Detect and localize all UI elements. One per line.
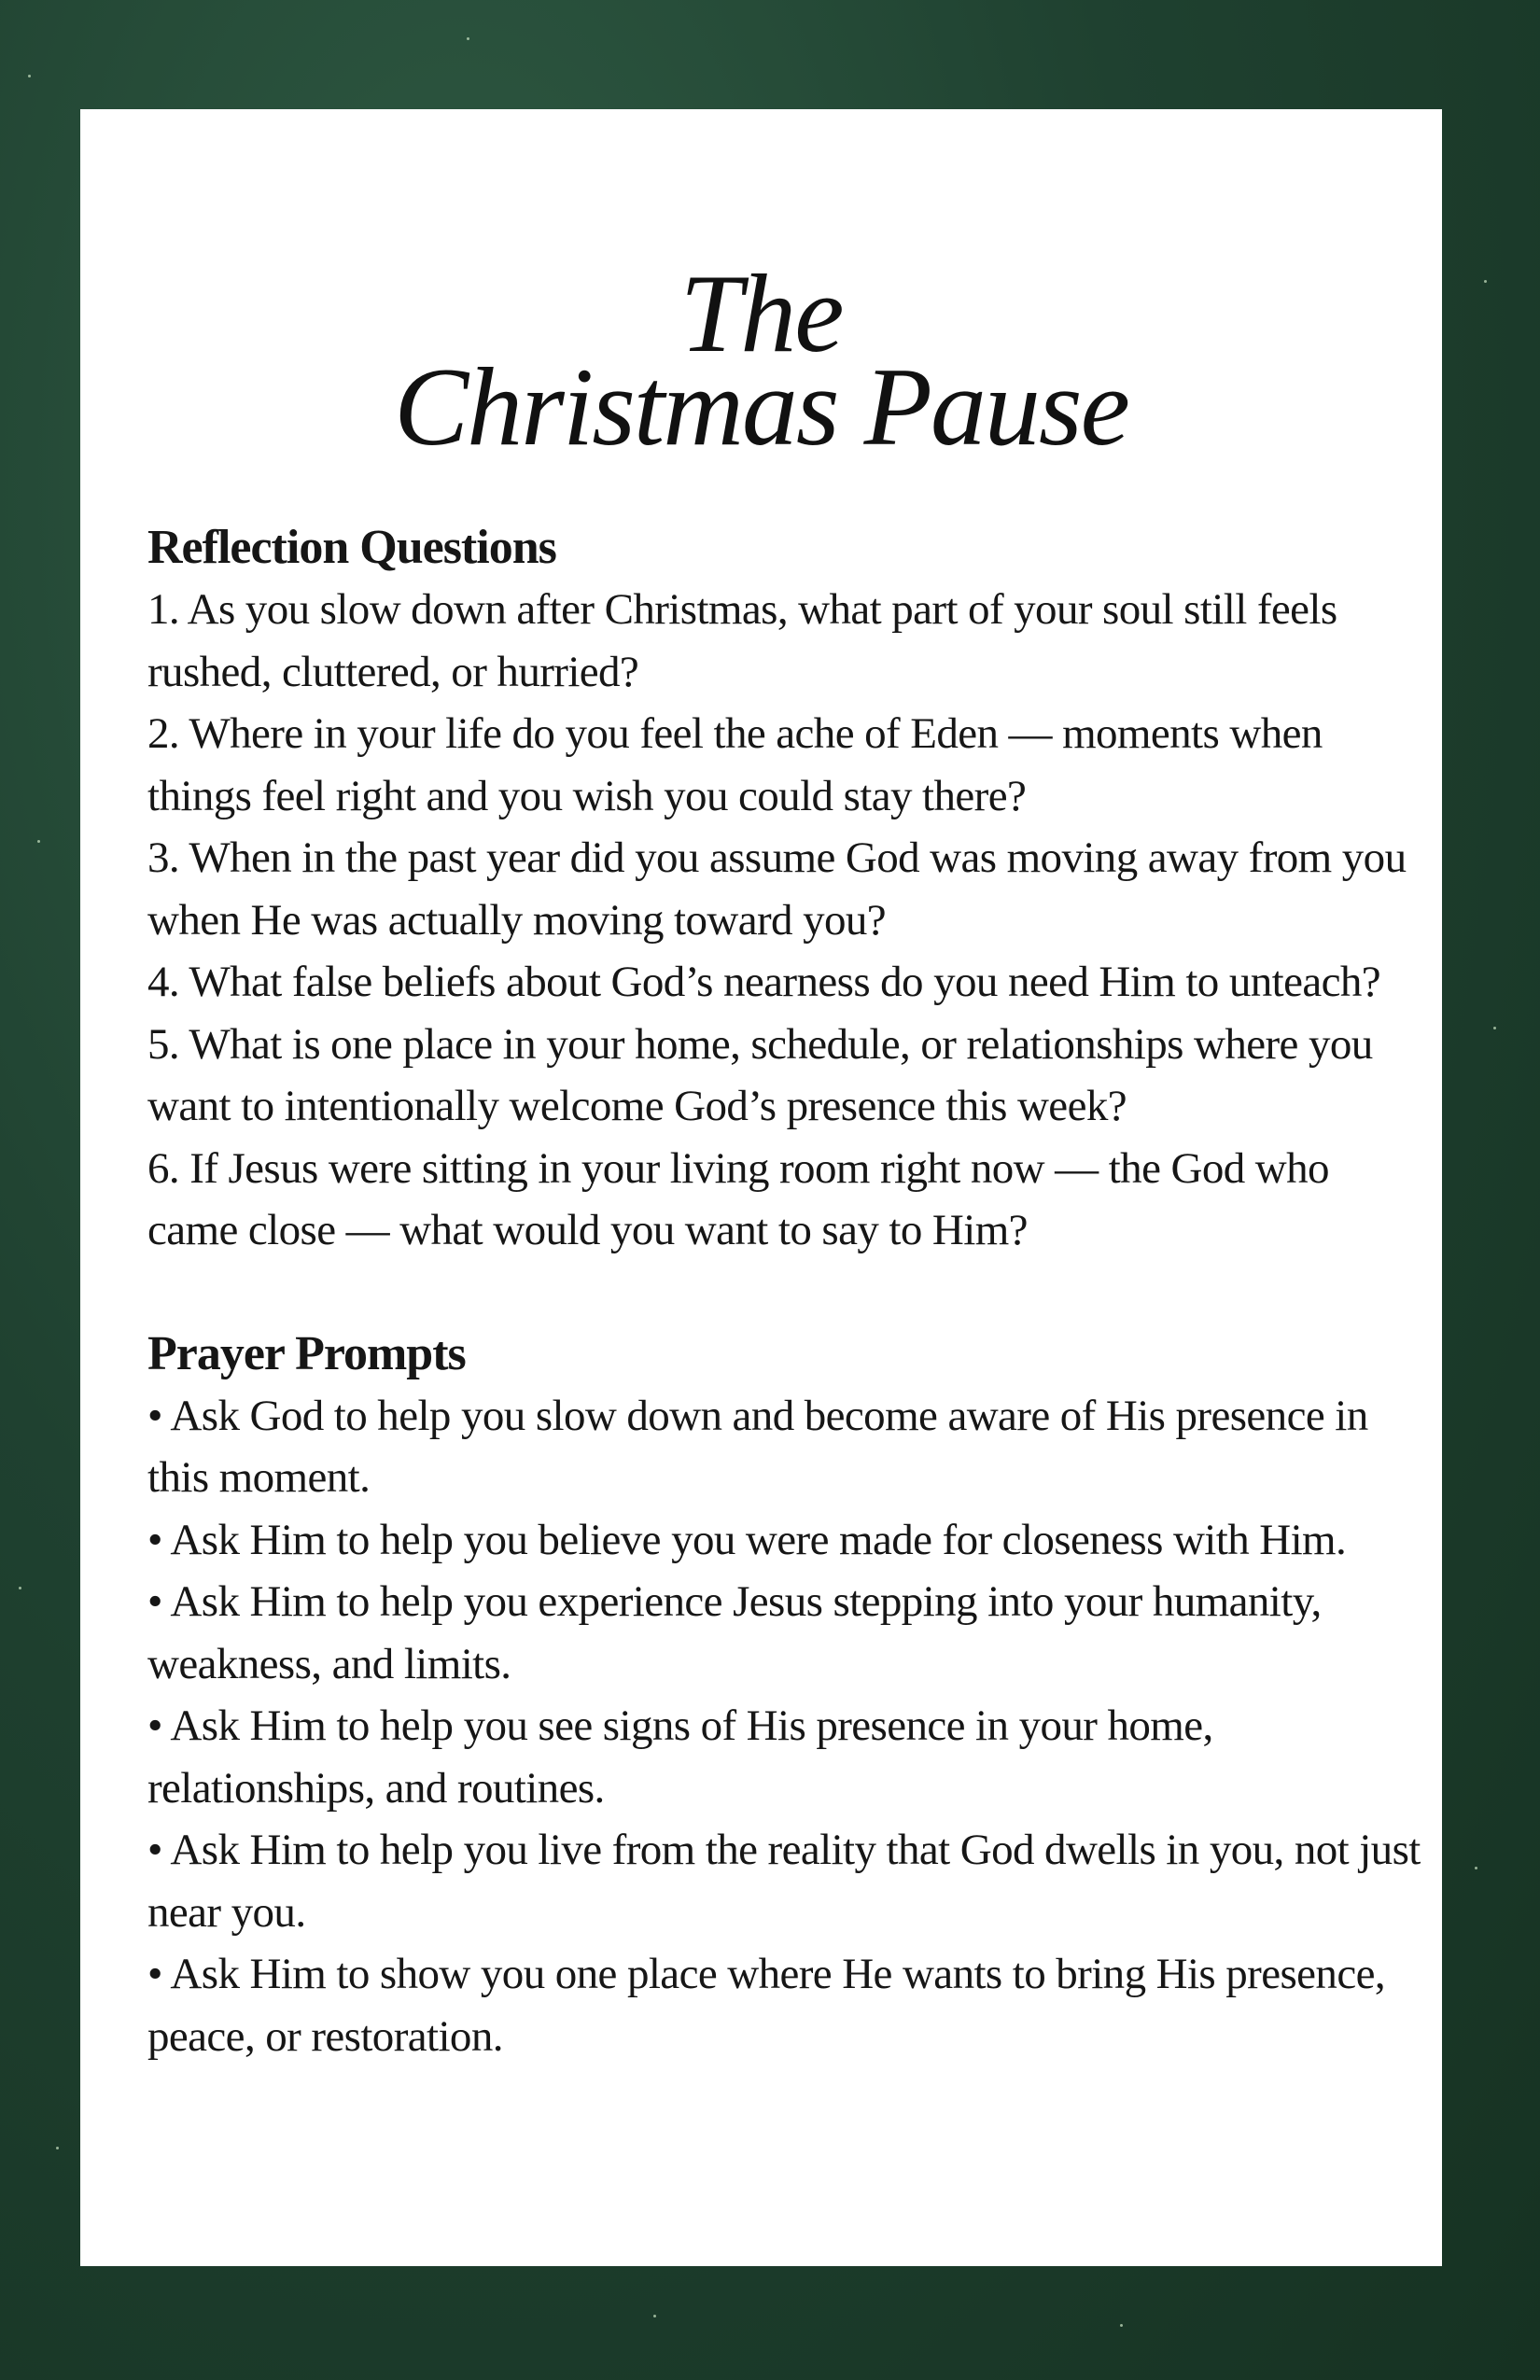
reflection-heading: Reflection Questions bbox=[147, 521, 556, 574]
prayer-prompt: • Ask Him to help you live from the reality that God dwells in you, not just near you. bbox=[147, 1826, 1421, 1937]
prayer-heading: Prayer Prompts bbox=[147, 1326, 466, 1380]
reflection-question: 2. Where in your life do you feel the ache of Eden — moments when things feel right and you wish you could stay there? bbox=[147, 709, 1323, 820]
prayer-prompt: • Ask Him to help you see signs of His presence in your home, relationships, and routines. bbox=[147, 1701, 1213, 1813]
title-line-1: The bbox=[679, 251, 843, 375]
reflection-question: 5. What is one place in your home, schedule, or relationships where you want to intentionally welcome God’s presence this week? bbox=[147, 1019, 1373, 1130]
card-content bbox=[147, 517, 1426, 2067]
prayer-prompt: • Ask Him to show you one place where He wants to bring His presence, peace, or restoration. bbox=[147, 1950, 1386, 2061]
content-card bbox=[80, 109, 1442, 2266]
reflection-question: 1. As you slow down after Christmas, what part of your soul still feels rushed, cluttered, or hurried? bbox=[147, 585, 1337, 696]
reflection-question: 4. What false beliefs about God’s nearness do you need Him to unteach? bbox=[147, 958, 1381, 1006]
prayer-prompt: • Ask Him to help you believe you were made for closeness with Him. bbox=[147, 1515, 1347, 1564]
prayer-prompt: • Ask God to help you slow down and become aware of His presence in this moment. bbox=[147, 1391, 1368, 1502]
reflection-question: 3. When in the past year did you assume God was moving away from you when He was actually moving toward you? bbox=[147, 833, 1407, 945]
reflection-question: 6. If Jesus were sitting in your living room right now — the God who came close — what would you want to say to Him? bbox=[147, 1143, 1329, 1254]
prayer-prompt: • Ask Him to help you experience Jesus stepping into your humanity, weakness, and limits. bbox=[147, 1577, 1322, 1688]
title-line-2: Christmas Pause bbox=[394, 344, 1128, 469]
